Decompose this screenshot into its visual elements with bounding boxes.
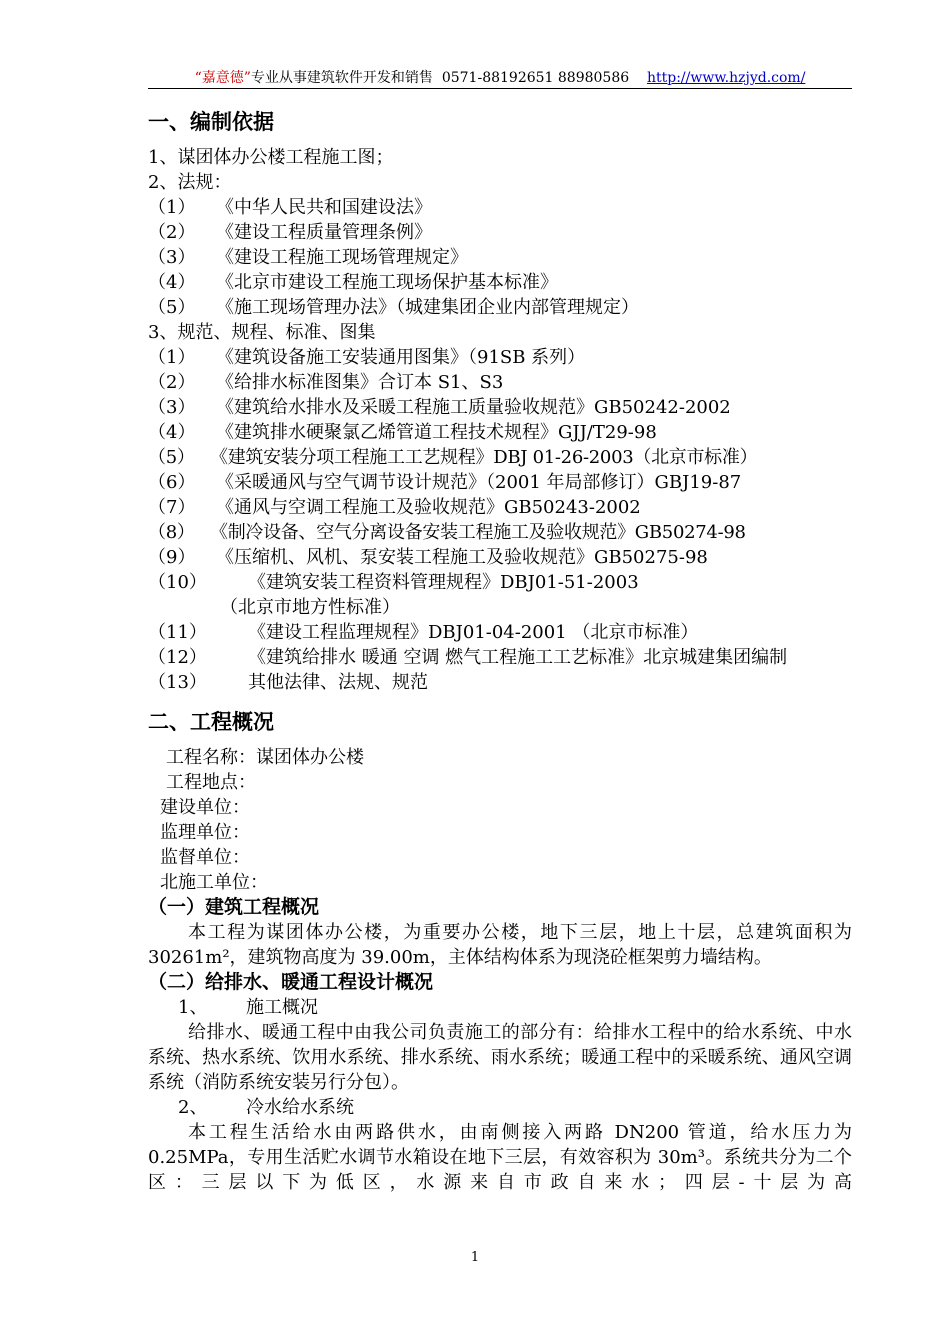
basis-item-1: 1、谋团体办公楼工程施工图； — [148, 147, 394, 168]
list-item: （5） 《施工现场管理办法》（城建集团企业内部管理规定） — [148, 297, 639, 318]
builder-unit: 建设单位： — [160, 797, 250, 818]
header-text: 专业从事建筑软件开发和销售 — [250, 70, 433, 86]
list-item: （6） 《采暖通风与空气调节设计规范》（2001 年局部修订）GBJ19-87 — [148, 472, 742, 493]
section1-title: 一、编制依据 — [148, 110, 274, 134]
laws-list — [148, 195, 852, 320]
header-url-link[interactable]: http://www.hzjyd.com/ — [646, 70, 806, 86]
list-item: （7） 《通风与空调工程施工及验收规范》GB50243-2002 — [148, 497, 641, 518]
header-phones: 0571-88192651 88980586 — [441, 70, 630, 86]
basis-item-2: 2、法规： — [148, 172, 232, 193]
subitem-1-heading: 1、 施工概况 — [178, 997, 318, 1018]
project-name: 工程名称：谋团体办公楼 — [166, 747, 364, 768]
list-item: （3） 《建设工程施工现场管理规定》 — [148, 247, 468, 268]
list-item: （1） 《建筑设备施工安装通用图集》（91SB 系列） — [148, 347, 586, 368]
contractor-unit: 北施工单位： — [160, 872, 268, 893]
list-item: （5） 《建筑安装分项工程施工工艺规程》DBJ 01-26-2003（北京市标准） — [148, 447, 758, 468]
page-number: 1 — [470, 1250, 480, 1265]
list-item: （12） 《建筑给排水 暖通 空调 燃气工程施工工艺标准》北京城建集团编制 — [148, 647, 788, 668]
list-item: （2） 《建设工程质量管理条例》 — [148, 222, 432, 243]
inspector-unit: 监督单位： — [160, 847, 250, 868]
subitem-2-heading: 2、 冷水给水系统 — [178, 1097, 354, 1118]
subsection1-title: （一）建筑工程概况 — [148, 896, 320, 918]
list-item: （3） 《建筑给水排水及采暖工程施工质量验收规范》GB50242-2002 — [148, 397, 731, 418]
header-brand: “嘉意德” — [194, 70, 251, 86]
standards-list — [148, 345, 852, 695]
list-item-note: （北京市地方性标准） — [220, 597, 400, 618]
supervisor-unit: 监理单位： — [160, 822, 250, 843]
list-item: （1） 《中华人民共和国建设法》 — [148, 197, 432, 218]
list-item: （11） 《建设工程监理规程》DBJ01-04-2001 （北京市标准） — [148, 622, 699, 643]
list-item: （4） 《建筑排水硬聚氯乙烯管道工程技术规程》GJJ/T29-98 — [148, 422, 657, 443]
list-item: （13） 其他法律、法规、规范 — [148, 672, 428, 693]
list-item: （2） 《给排水标准图集》合订本 S1、S3 — [148, 372, 504, 393]
list-item: （8） 《制冷设备、空气分离设备安装工程施工及验收规范》GB50274-98 — [148, 522, 746, 543]
water-supply-paragraph: 本工程生活给水由两路供水，由南侧接入两路 DN200 管道，给水压力为 0.25MPa，专用生活贮水调节水箱设在地下三层，有效容积为 30m³。系统共分为二个区：三层以下为低区，水源来自市政自来水；四层-十层为高 — [148, 1122, 852, 1193]
subsection2-title: （二）给排水、暖通工程设计概况 — [148, 971, 434, 993]
list-item: （4） 《北京市建设工程施工现场保护基本标准》 — [148, 272, 558, 293]
project-location: 工程地点： — [166, 772, 256, 793]
building-overview-paragraph: 本工程为谋团体办公楼，为重要办公楼，地下三层，地上十层，总建筑面积为 30261m²，建筑物高度为 39.00m，主体结构体系为现浇砼框架剪力墙结构。 — [148, 922, 852, 968]
construction-overview-paragraph: 给排水、暖通工程中由我公司负责施工的部分有：给排水工程中的给水系统、中水系统、热水系统、饮用水系统、排水系统、雨水系统；暖通工程中的采暖系统、通风空调系统（消防系统安装另行分包）。 — [148, 1022, 852, 1093]
list-item: （9） 《压缩机、风机、泵安装工程施工及验收规范》GB50275-98 — [148, 547, 708, 568]
list-item: （10） 《建筑安装工程资料管理规程》DBJ01-51-2003 — [148, 572, 639, 593]
basis-item-3: 3、规范、规程、标准、图集 — [148, 322, 376, 343]
page-header — [148, 68, 852, 89]
section2-title: 二、工程概况 — [148, 710, 274, 734]
document-body — [148, 105, 852, 1195]
